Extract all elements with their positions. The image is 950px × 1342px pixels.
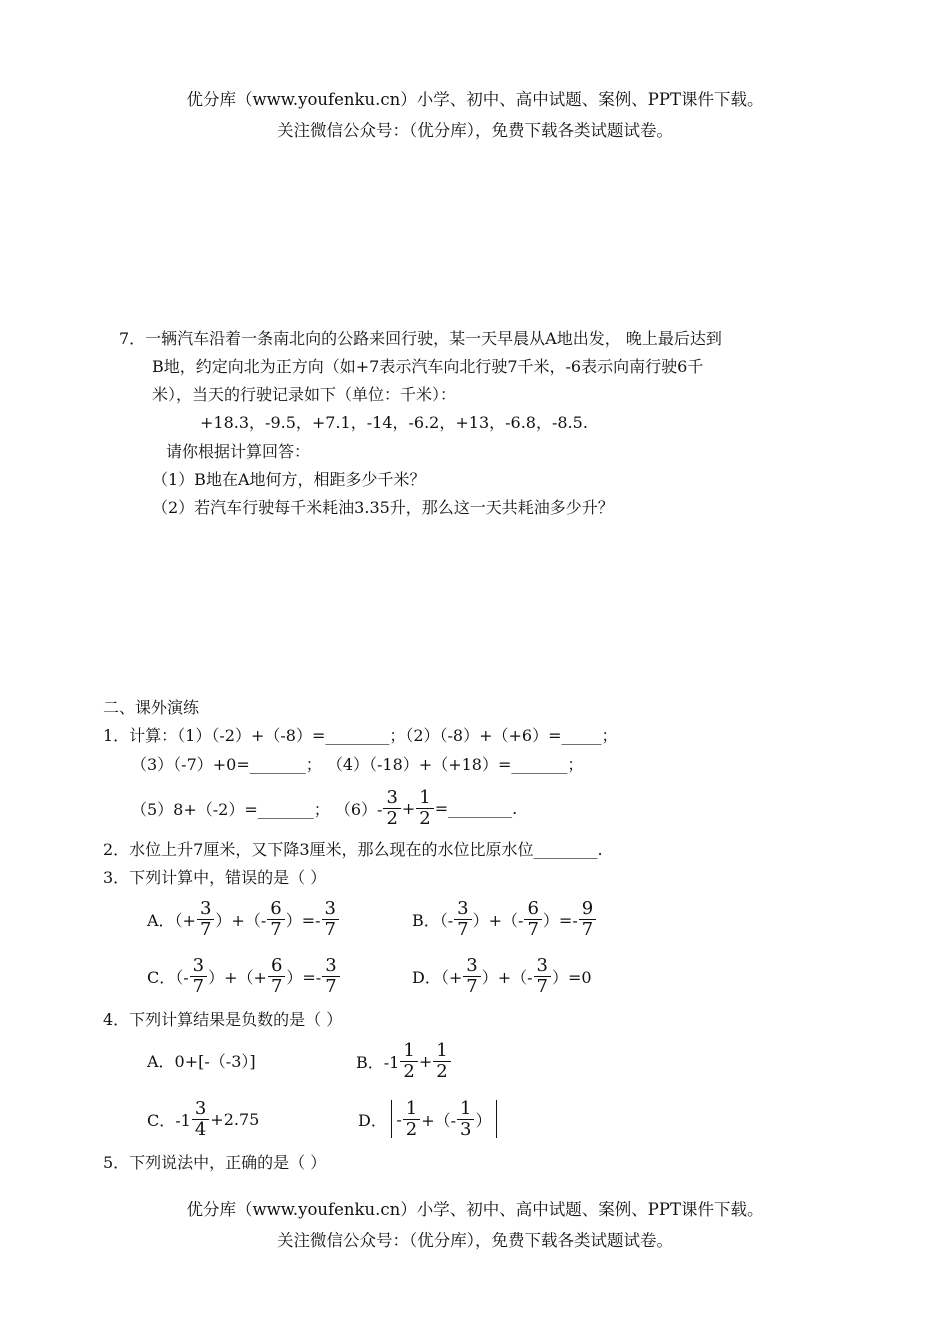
numerator: 3 <box>190 956 207 977</box>
option-label: C．（- <box>147 967 189 987</box>
numerator: 6 <box>524 899 541 920</box>
denominator: 7 <box>466 975 478 997</box>
denominator: 2 <box>403 1060 415 1082</box>
denominator: 7 <box>192 975 205 997</box>
fraction <box>192 1099 209 1140</box>
ex4-option-c <box>147 1096 259 1142</box>
denominator: 4 <box>194 1118 207 1140</box>
denominator: 7 <box>457 918 469 940</box>
q7-prompt: 请你根据计算回答： <box>166 442 311 461</box>
fraction <box>457 1099 474 1140</box>
numerator: 9 <box>579 899 596 920</box>
ex3-option-b <box>412 896 597 942</box>
equals: ）=- <box>286 967 322 987</box>
denominator: 7 <box>324 918 336 940</box>
denominator: 7 <box>270 975 283 997</box>
numerator: 6 <box>268 956 285 977</box>
numerator: 3 <box>322 899 339 920</box>
fraction <box>463 956 480 997</box>
numerator: 1 <box>416 788 433 809</box>
ex4-option-b <box>356 1038 452 1084</box>
option-label: B．（- <box>412 910 454 930</box>
operator: ）+（+ <box>208 967 267 987</box>
fraction <box>268 956 285 997</box>
numerator: 3 <box>192 1099 209 1120</box>
numerator: 1 <box>403 1099 420 1120</box>
denominator: 7 <box>527 918 539 940</box>
q7-data: +18.3，-9.5，+7.1，-14，-6.2，+13，-6.8，-8.5. <box>200 413 588 432</box>
fraction <box>534 956 551 997</box>
ex1-line-2: （3）（-7）+0=_______； （4）（-18）+（+18）=_______； <box>131 755 584 774</box>
denominator: 7 <box>325 975 337 997</box>
ex2-line: 2．水位上升7厘米，又下降3厘米，那么现在的水位比原水位________. <box>103 840 603 859</box>
fraction <box>322 899 339 940</box>
ex4-option-a: A．0+[-（-3）] <box>147 1052 256 1071</box>
denominator: 2 <box>436 1060 448 1082</box>
equals: ）=0 <box>551 967 592 987</box>
fraction <box>400 1041 417 1082</box>
denominator: 2 <box>386 807 398 829</box>
q7-sub-1: （1）B地在A地何方，相距多少千米？ <box>152 470 426 489</box>
footer-line-1: 优分库（www.youfenku.cn）小学、初中、高中试题、案例、PPT课件下载。 <box>186 1200 764 1219</box>
abs-bar-left <box>391 1100 393 1138</box>
numerator: 3 <box>197 899 214 920</box>
denominator: 2 <box>405 1118 418 1140</box>
option-label: D．（+ <box>412 967 463 987</box>
footer-line-2: 关注微信公众号：（优分库），免费下载各类试题试卷。 <box>277 1231 673 1250</box>
numerator: 1 <box>433 1041 450 1062</box>
denominator: 7 <box>581 918 594 940</box>
numerator: 6 <box>267 899 284 920</box>
q7-line-3: 米），当天的行驶记录如下（单位：千米）： <box>152 385 457 404</box>
denominator: 2 <box>419 807 431 829</box>
abs-bar-right <box>496 1100 498 1138</box>
ex1-line-3 <box>131 785 517 831</box>
denominator: 7 <box>199 918 212 940</box>
fraction <box>322 956 339 997</box>
equals: ）=- <box>285 910 321 930</box>
ex3-option-d <box>412 953 592 999</box>
fraction <box>454 899 471 940</box>
denominator: 3 <box>460 1118 472 1140</box>
q7-line-2: B地，约定向北为正方向（如+7表示汽车向北行驶7千米，-6表示向南行驶6千 <box>152 357 704 376</box>
equals: ）=- <box>542 910 578 930</box>
numerator: 3 <box>454 899 471 920</box>
plus-sign: + <box>401 798 416 818</box>
header-line-1: 优分库（www.youfenku.cn）小学、初中、高中试题、案例、PPT课件下载。 <box>186 90 764 109</box>
fraction <box>267 899 284 940</box>
denominator: 7 <box>270 918 282 940</box>
numerator: 1 <box>400 1041 417 1062</box>
numerator: 3 <box>534 956 551 977</box>
ex1-part5-text: （5）8+（-2）=_______； （6）- <box>131 799 383 819</box>
fraction <box>383 788 400 829</box>
option-label: B．-1 <box>356 1052 400 1072</box>
operator: ）+（- <box>215 910 267 930</box>
numerator: 3 <box>463 956 480 977</box>
operator: +（- <box>421 1110 457 1130</box>
addend: +2.75 <box>210 1109 260 1129</box>
q7-sub-2: （2）若汽车行驶每千米耗油3.35升，那么这一天共耗油多少升？ <box>152 498 614 517</box>
fraction <box>197 899 214 940</box>
ex5-stem: 5．下列说法中，正确的是（ ） <box>103 1153 327 1172</box>
numerator: 3 <box>322 956 339 977</box>
fraction <box>579 899 596 940</box>
section-title: 二、课外演练 <box>103 698 200 717</box>
option-label: C．-1 <box>147 1110 191 1130</box>
plus-sign: + <box>418 1051 433 1071</box>
ex3-option-a <box>147 896 340 942</box>
operator: ）+（- <box>472 910 524 930</box>
fraction <box>190 956 207 997</box>
numerator: 3 <box>383 788 400 809</box>
option-label: D． <box>358 1110 387 1130</box>
fraction <box>433 1041 450 1082</box>
fraction <box>416 788 433 829</box>
close-paren: ） <box>475 1110 492 1130</box>
numerator: 1 <box>457 1099 474 1120</box>
ex4-option-d <box>358 1096 501 1142</box>
ex1-line-1: 1．计算：（1）（-2）+（-8）=________；（2）（-8）+（+6）=_____； <box>103 726 618 745</box>
option-label: A．（+ <box>147 910 196 930</box>
fraction <box>403 1099 420 1140</box>
ex3-option-c <box>147 953 341 999</box>
ex3-stem: 3．下列计算中，错误的是（ ） <box>103 868 327 887</box>
header-line-2: 关注微信公众号：（优分库），免费下载各类试题试卷。 <box>277 121 673 140</box>
operator: ）+（- <box>481 967 533 987</box>
q7-line-1: 7．一辆汽车沿着一条南北向的公路来回行驶，某一天早晨从A地出发， 晚上最后达到 <box>119 329 722 348</box>
ex1-part6-blank: =________. <box>434 798 518 818</box>
minus-sign: - <box>396 1109 402 1129</box>
denominator: 7 <box>536 975 548 997</box>
fraction <box>524 899 541 940</box>
ex4-stem: 4．下列计算结果是负数的是（ ） <box>103 1010 343 1029</box>
